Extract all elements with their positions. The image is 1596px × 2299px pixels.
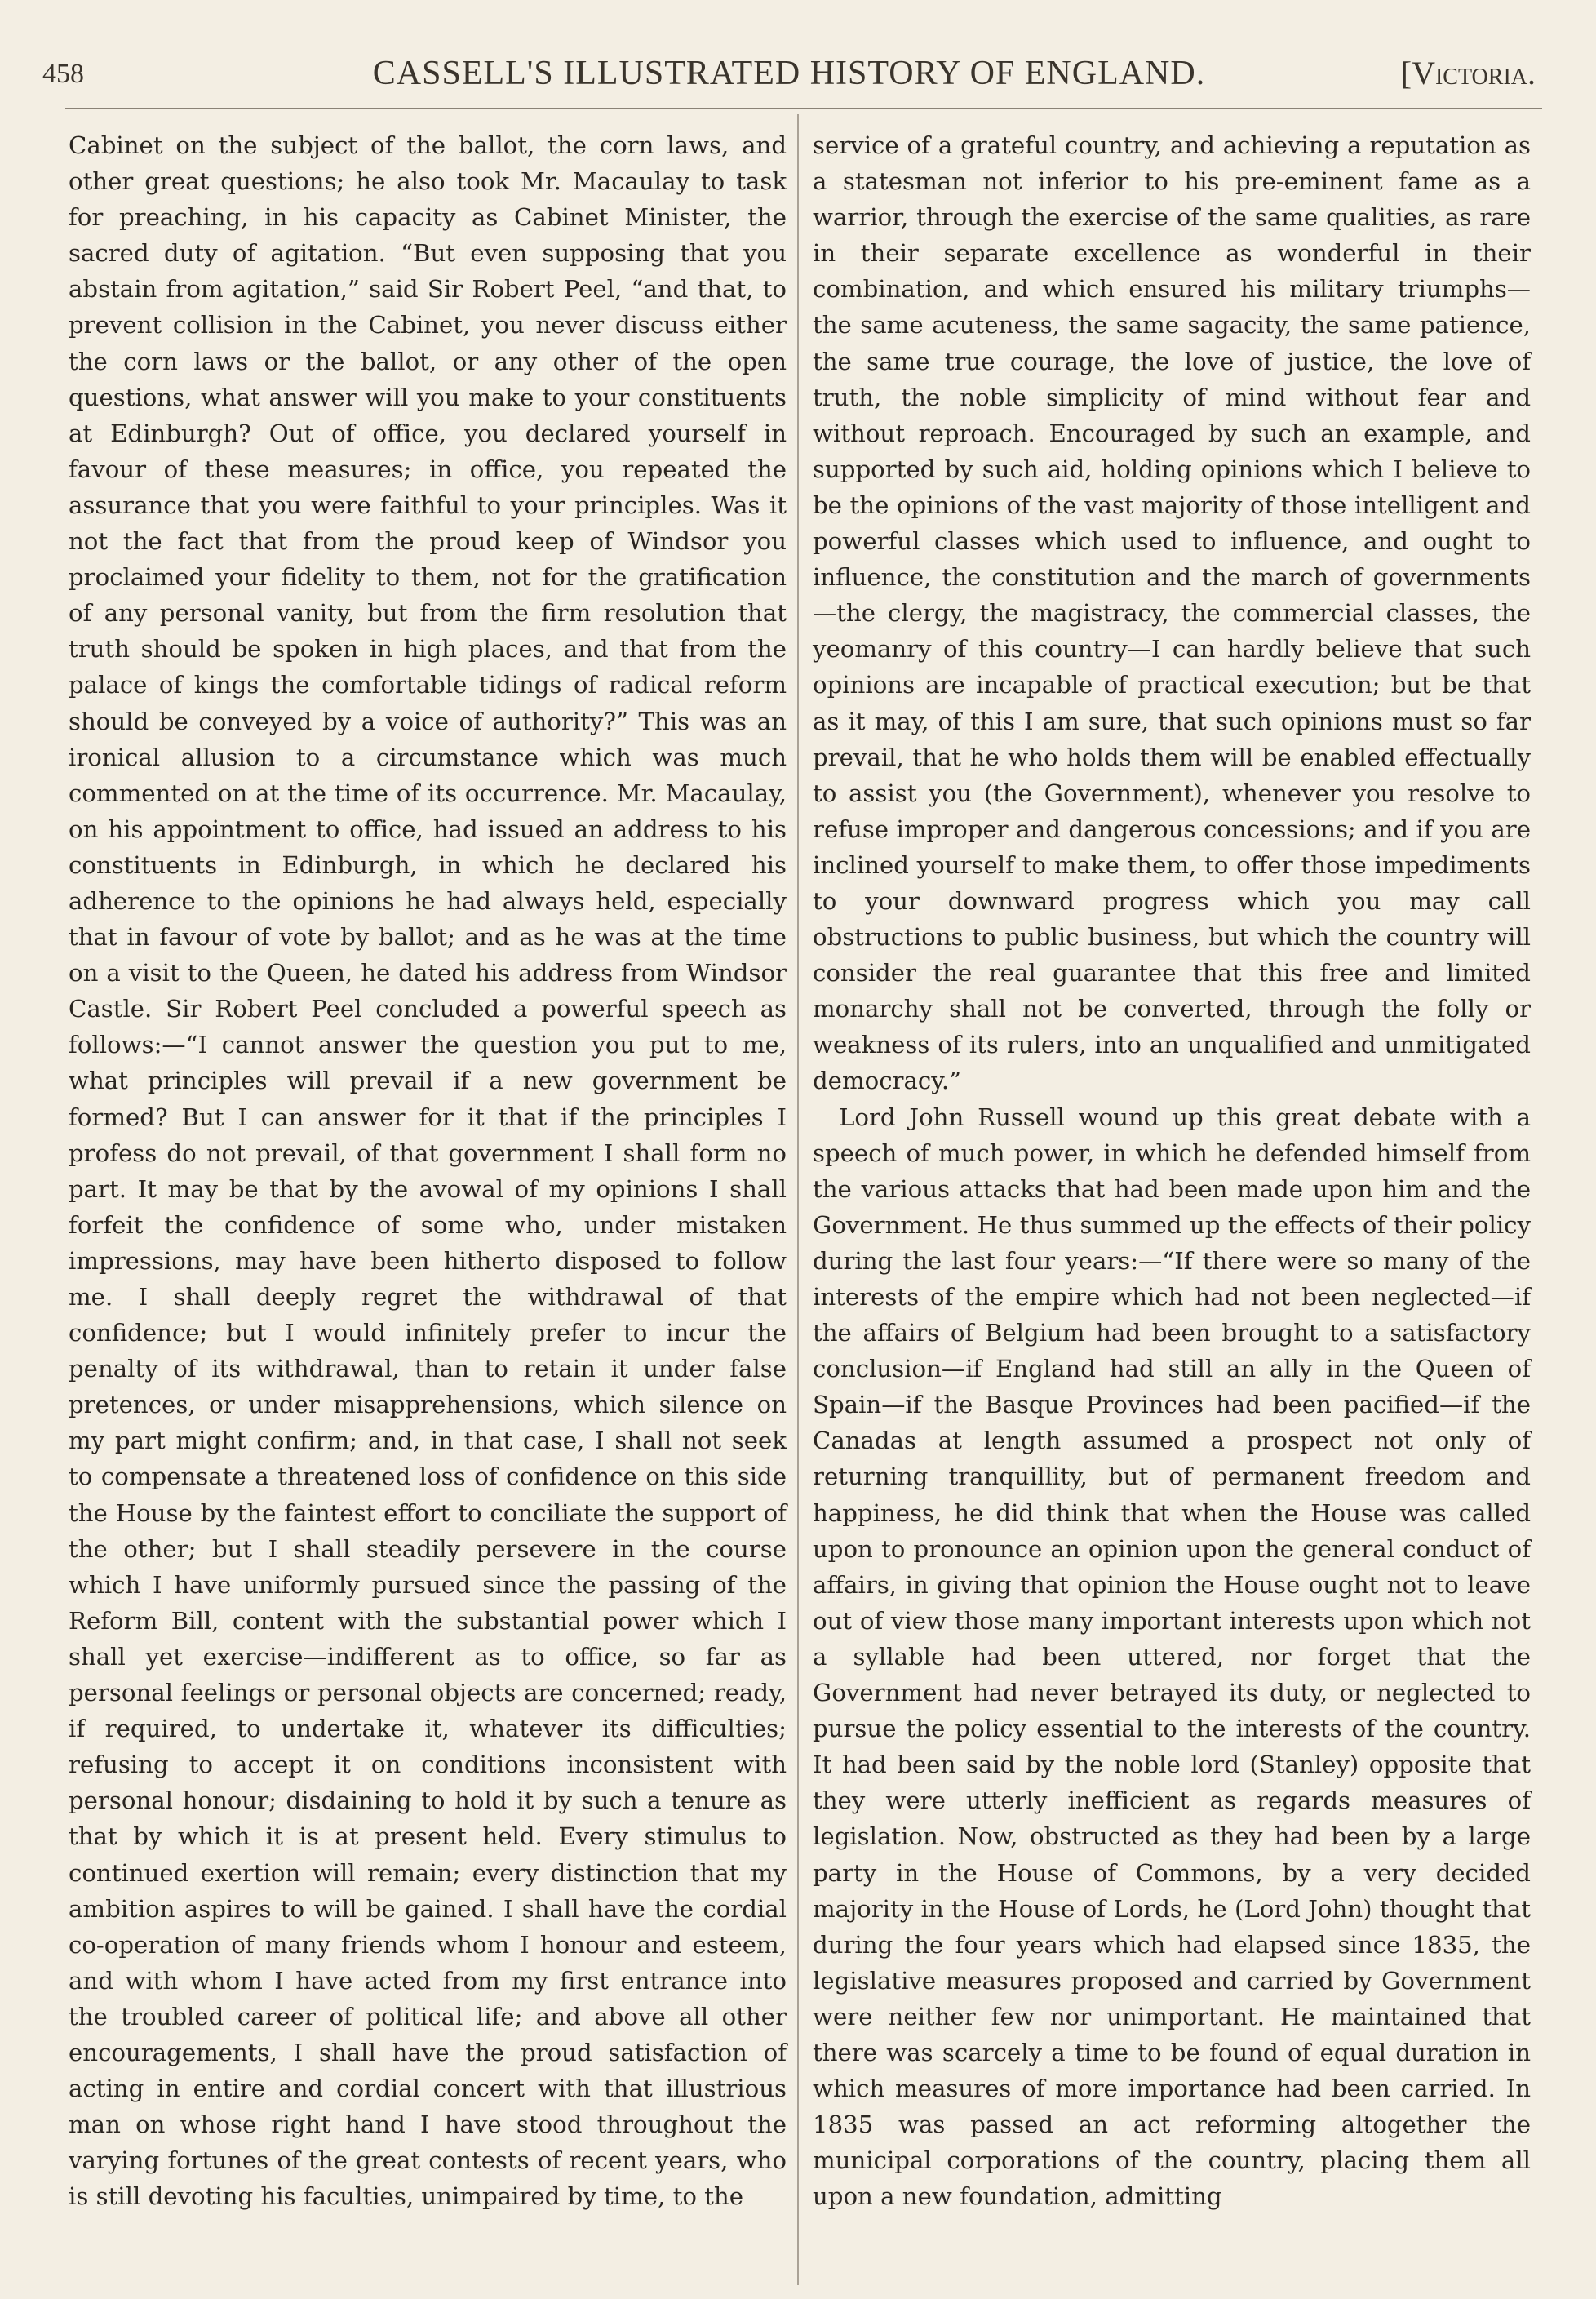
left-paragraph: Cabinet on the subject of the ballot, the corn laws, and other great questions; he also took Mr. Macaulay to task for preaching, in his capacity as Cabinet Minister, the sacred duty of agitation. “But even supposing that you abstain from agitation,” said Sir Robert Peel, “and that, to prevent collision in the Cabinet, you never discuss either the corn laws or the ballot, or any other of the open questions, what answer will you make to your constituents at Edinburgh? Out of office, you declared yourself in favour of these measures; in office, you repeated the assurance that you were faithful to your principles. Was it not the fact that from the proud keep of Windsor you proclaimed your fidelity to them, not for the gratification of any personal vanity, but from the firm resolution that truth should be spoken in high places, and that from the palace of kings the comfortable tidings of radical reform should be conveyed by a voice of authority?” This was an ironical allusion to a circumstance which was much commented on at the time of its occurrence. Mr. Macaulay, on his appointment to office, had issued an address to his constituents in Edinburgh, in which he declared his adherence to the opinions he had always held, especially that in favour of vote by ballot; and as he was at the time on a visit to the Queen, he dated his address from Windsor Castle. Sir Robert Peel concluded a powerful speech as follows:—“I cannot answer the question you put to me, what principles will prevail if a new government be formed? But I can answer for it that if the principles I profess do not prevail, of that government I shall form no part. It may be that by the avowal of my opinions I shall forfeit the confidence of some who, under mistaken impressions, may have been hitherto disposed to follow me. I shall deeply regret the withdrawal of that confidence; but I would infinitely prefer to incur the penalty of its withdrawal, than to retain it under false pretences, or under misapprehensions, which silence on my part might confirm; and, in that case, I shall not seek to compensate a threatened loss of confidence on this side the House by the faintest effort to conciliate the support of the other; but I shall steadily persevere in the course which I have uniformly pursued since the passing of the Reform Bill, content with the substantial power which I shall yet exercise—indifferent as to office, so far as personal feelings or personal objects are concerned; ready, if required, to undertake it, whatever its difficulties; refusing to accept it on conditions inconsistent with personal honour; disdaining to hold it by such a tenure as that by which it is at present held. Every stimulus to continued exertion will remain; every distinction that my ambition aspires to will be gained. I shall have the cordial co-operation of many friends whom I honour and esteem, and with whom I have acted from my first entrance into the troubled career of political life; and above all other encouragements, I shall have the proud satisfaction of acting in entire and cordial concert with that illustrious man on whose right hand I have stood throughout the varying fortunes of the great contests of recent years, who is still devoting his faculties, unimpaired by time, to the bbox=[69, 131, 787, 2211]
right-paragraph-1: service of a grateful country, and achieving a reputation as a statesman not inferior to his pre-eminent fame as a warrior, through the exercise of the same qualities, as rare in their separate excellence as wonderful in their combination, and which ensured his military triumphs—the same acuteness, the same sagacity, the same patience, the same true courage, the love of justice, the love of truth, the noble simplicity of mind without fear and without reproach. Encouraged by such an example, and supported by such aid, holding opinions which I believe to be the opinions of the vast majority of those intelligent and powerful classes which used to influence, and ought to influence, the constitution and the march of governments—the clergy, the magistracy, the commercial classes, the yeomanry of this country—I can hardly believe that such opinions are incapable of practical execution; but be that as it may, of this I am sure, that such opinions must so far prevail, that he who holds them will be enabled effectually to assist you (the Government), whenever you resolve to refuse improper and dangerous concessions; and if you are inclined yourself to make them, to offer those impediments to your downward progress which you may call obstructions to public business, but which the country will consider the real guarantee that this free and limited monarchy shall not be converted, through the folly or weakness of its rulers, into an unqualified and unmitigated democracy.” bbox=[813, 131, 1531, 1095]
right-column bbox=[813, 127, 1531, 2214]
left-column bbox=[69, 127, 787, 2214]
section-label: [Victoria. bbox=[1400, 55, 1536, 91]
header-rule bbox=[65, 108, 1542, 109]
running-header bbox=[42, 54, 1536, 106]
page-number: 458 bbox=[42, 59, 84, 89]
right-paragraph-2: Lord John Russell wound up this great debate with a speech of much power, in which he defended himself from the various attacks that had been made upon him and the Government. He thus summed up the effects of their policy during the last four years:—“If there were so many of the interests of the empire which had not been neglected—if the affairs of Belgium had been brought to a satisfactory conclusion—if England had still an ally in the Queen of Spain—if the Basque Provinces had been pacified—if the Canadas at length assumed a prospect not only of returning tranquillity, but of permanent freedom and happiness, he did think that when the House was called upon to pronounce an opinion upon the general conduct of affairs, in giving that opinion the House ought not to leave out of view those many important interests upon which not a syllable had been uttered, nor forget that the Government had never betrayed its duty, or neglected to pursue the policy essential to the interests of the country. It had been said by the noble lord (Stanley) opposite that they were utterly inefficient as regards measures of legislation. Now, obstructed as they had been by a large party in the House of Commons, by a very decided majority in the House of Lords, he (Lord John) thought that during the four years which had elapsed since 1835, the legislative measures proposed and carried by Government were neither few nor unimportant. He maintained that there was scarcely a time to be found of equal duration in which measures of more importance had been carried. In 1835 was passed an act reforming altogether the municipal corporations of the country, placing them all upon a new foundation, admitting bbox=[813, 1103, 1531, 2211]
running-title: CASSELL'S ILLUSTRATED HISTORY OF ENGLAND. bbox=[372, 55, 1206, 92]
column-divider bbox=[797, 114, 799, 2285]
